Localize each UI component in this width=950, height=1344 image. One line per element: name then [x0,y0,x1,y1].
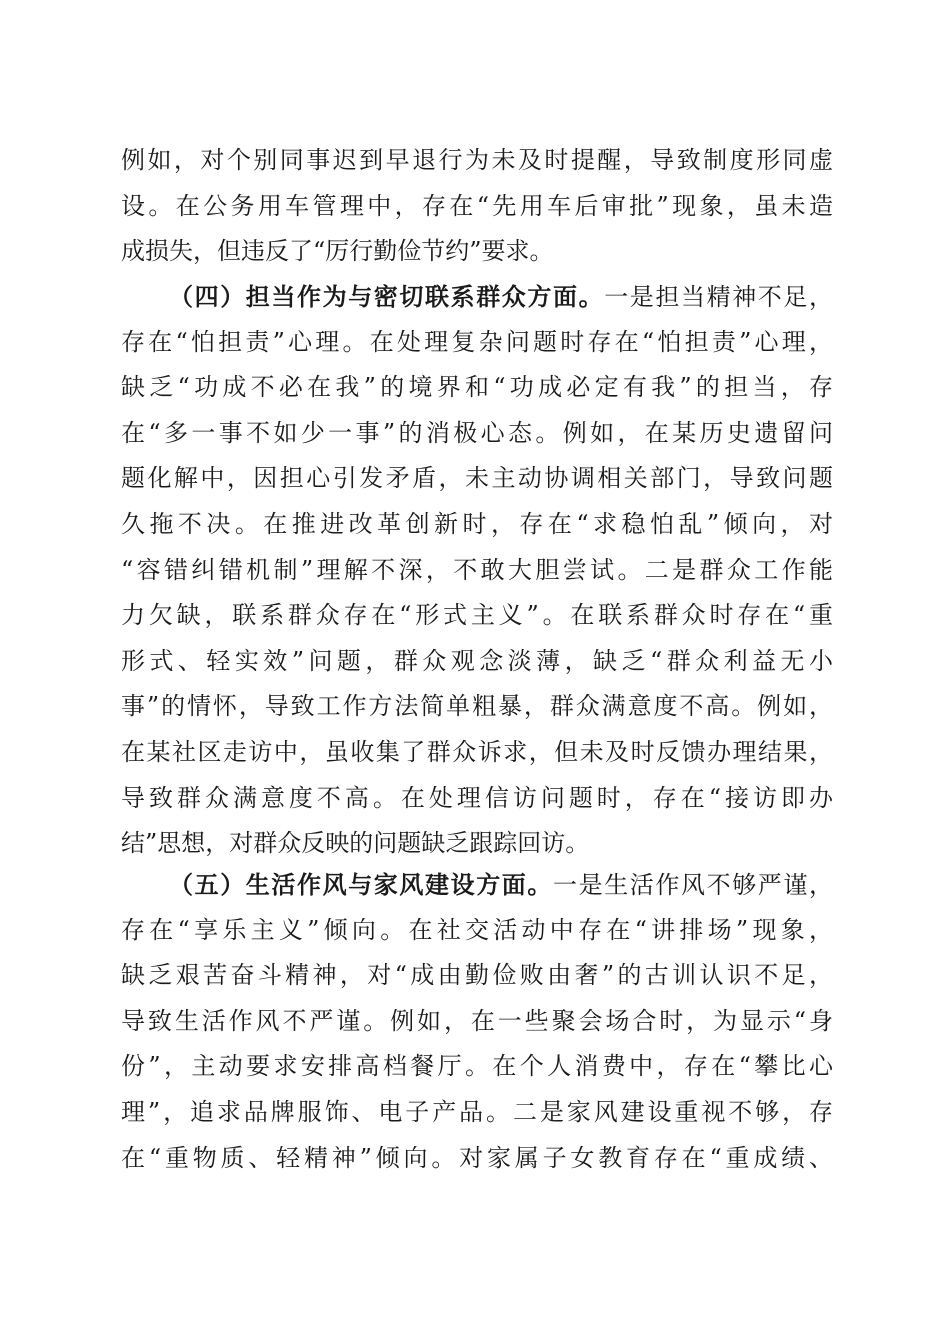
section-heading: （四）担当作为与密切联系群众方面。 [169,282,605,311]
paragraph-continuation [121,138,833,275]
text-line: 事”的情怀，导致工作方法简单粗暴，群众满意度不高。例如， [121,692,833,721]
text-line: 结”思想，对群众反映的问题缺乏跟踪回访。 [121,829,590,858]
text-line: 形式、轻实效”问题，群众观念淡薄，缺乏“群众利益无小 [121,646,833,675]
text-line: 存在“怕担责”心理。在处理复杂问题时存在“怕担责”心理， [121,327,833,356]
text-line: 在某社区走访中，虽收集了群众诉求，但未及时反馈办理结果， [121,737,833,766]
text-line [121,862,833,908]
text-line: 导致群众满意度不高。在处理信访问题时，存在“接访即办 [121,783,833,812]
section-heading: （五）生活作风与家风建设方面。 [169,870,553,899]
text-line: 久拖不决。在推进改革创新时，存在“求稳怕乱”倾向，对 [121,509,833,538]
text-line: 成损失，但违反了“厉行勤俭节约”要求。 [121,237,554,266]
text-line: 导致生活作风不严谨。例如，在一些聚会场合时，为显示“身 [121,1006,833,1035]
text-line: 份”，主动要求安排高档餐厅。在个人消费中，存在“攀比心 [121,1052,833,1081]
text-line: 存在“享乐主义”倾向。在社交活动中存在“讲排场”现象， [121,915,833,944]
paragraph-section-5 [121,862,833,1181]
text-line: 理”，追求品牌服饰、电子产品。二是家风建设重视不够，存 [121,1097,833,1126]
text-line: “容错纠错机制”理解不深，不敢大胆尝试。二是群众工作能 [121,555,833,584]
text-line: 力欠缺，联系群众存在“形式主义”。在联系群众时存在“重 [121,601,833,630]
text-line [121,274,833,320]
text-line: 例如，对个别同事迟到早退行为未及时提醒，导致制度形同虚 [121,146,833,174]
text-line: 缺乏“功成不必在我”的境界和“功成必定有我”的担当，存 [121,373,833,402]
text-line: 题化解中，因担心引发矛盾，未主动协调相关部门，导致问题 [121,464,833,493]
text-line: 设。在公务用车管理中，存在“先用车后审批”现象，虽未造 [121,191,833,220]
text-line: 在“重物质、轻精神”倾向。对家属子女教育存在“重成绩、 [121,1143,833,1172]
text-run: 一是担当精神不足， [604,283,834,311]
text-line: 在“多一事不如少一事”的消极心态。例如，在某历史遗留问 [121,418,833,447]
text-run: 一是生活作风不够严谨， [553,871,833,899]
text-line: 缺乏艰苦奋斗精神，对“成由勤俭败由奢”的古训认识不足， [121,961,833,990]
paragraph-section-4 [121,274,833,867]
